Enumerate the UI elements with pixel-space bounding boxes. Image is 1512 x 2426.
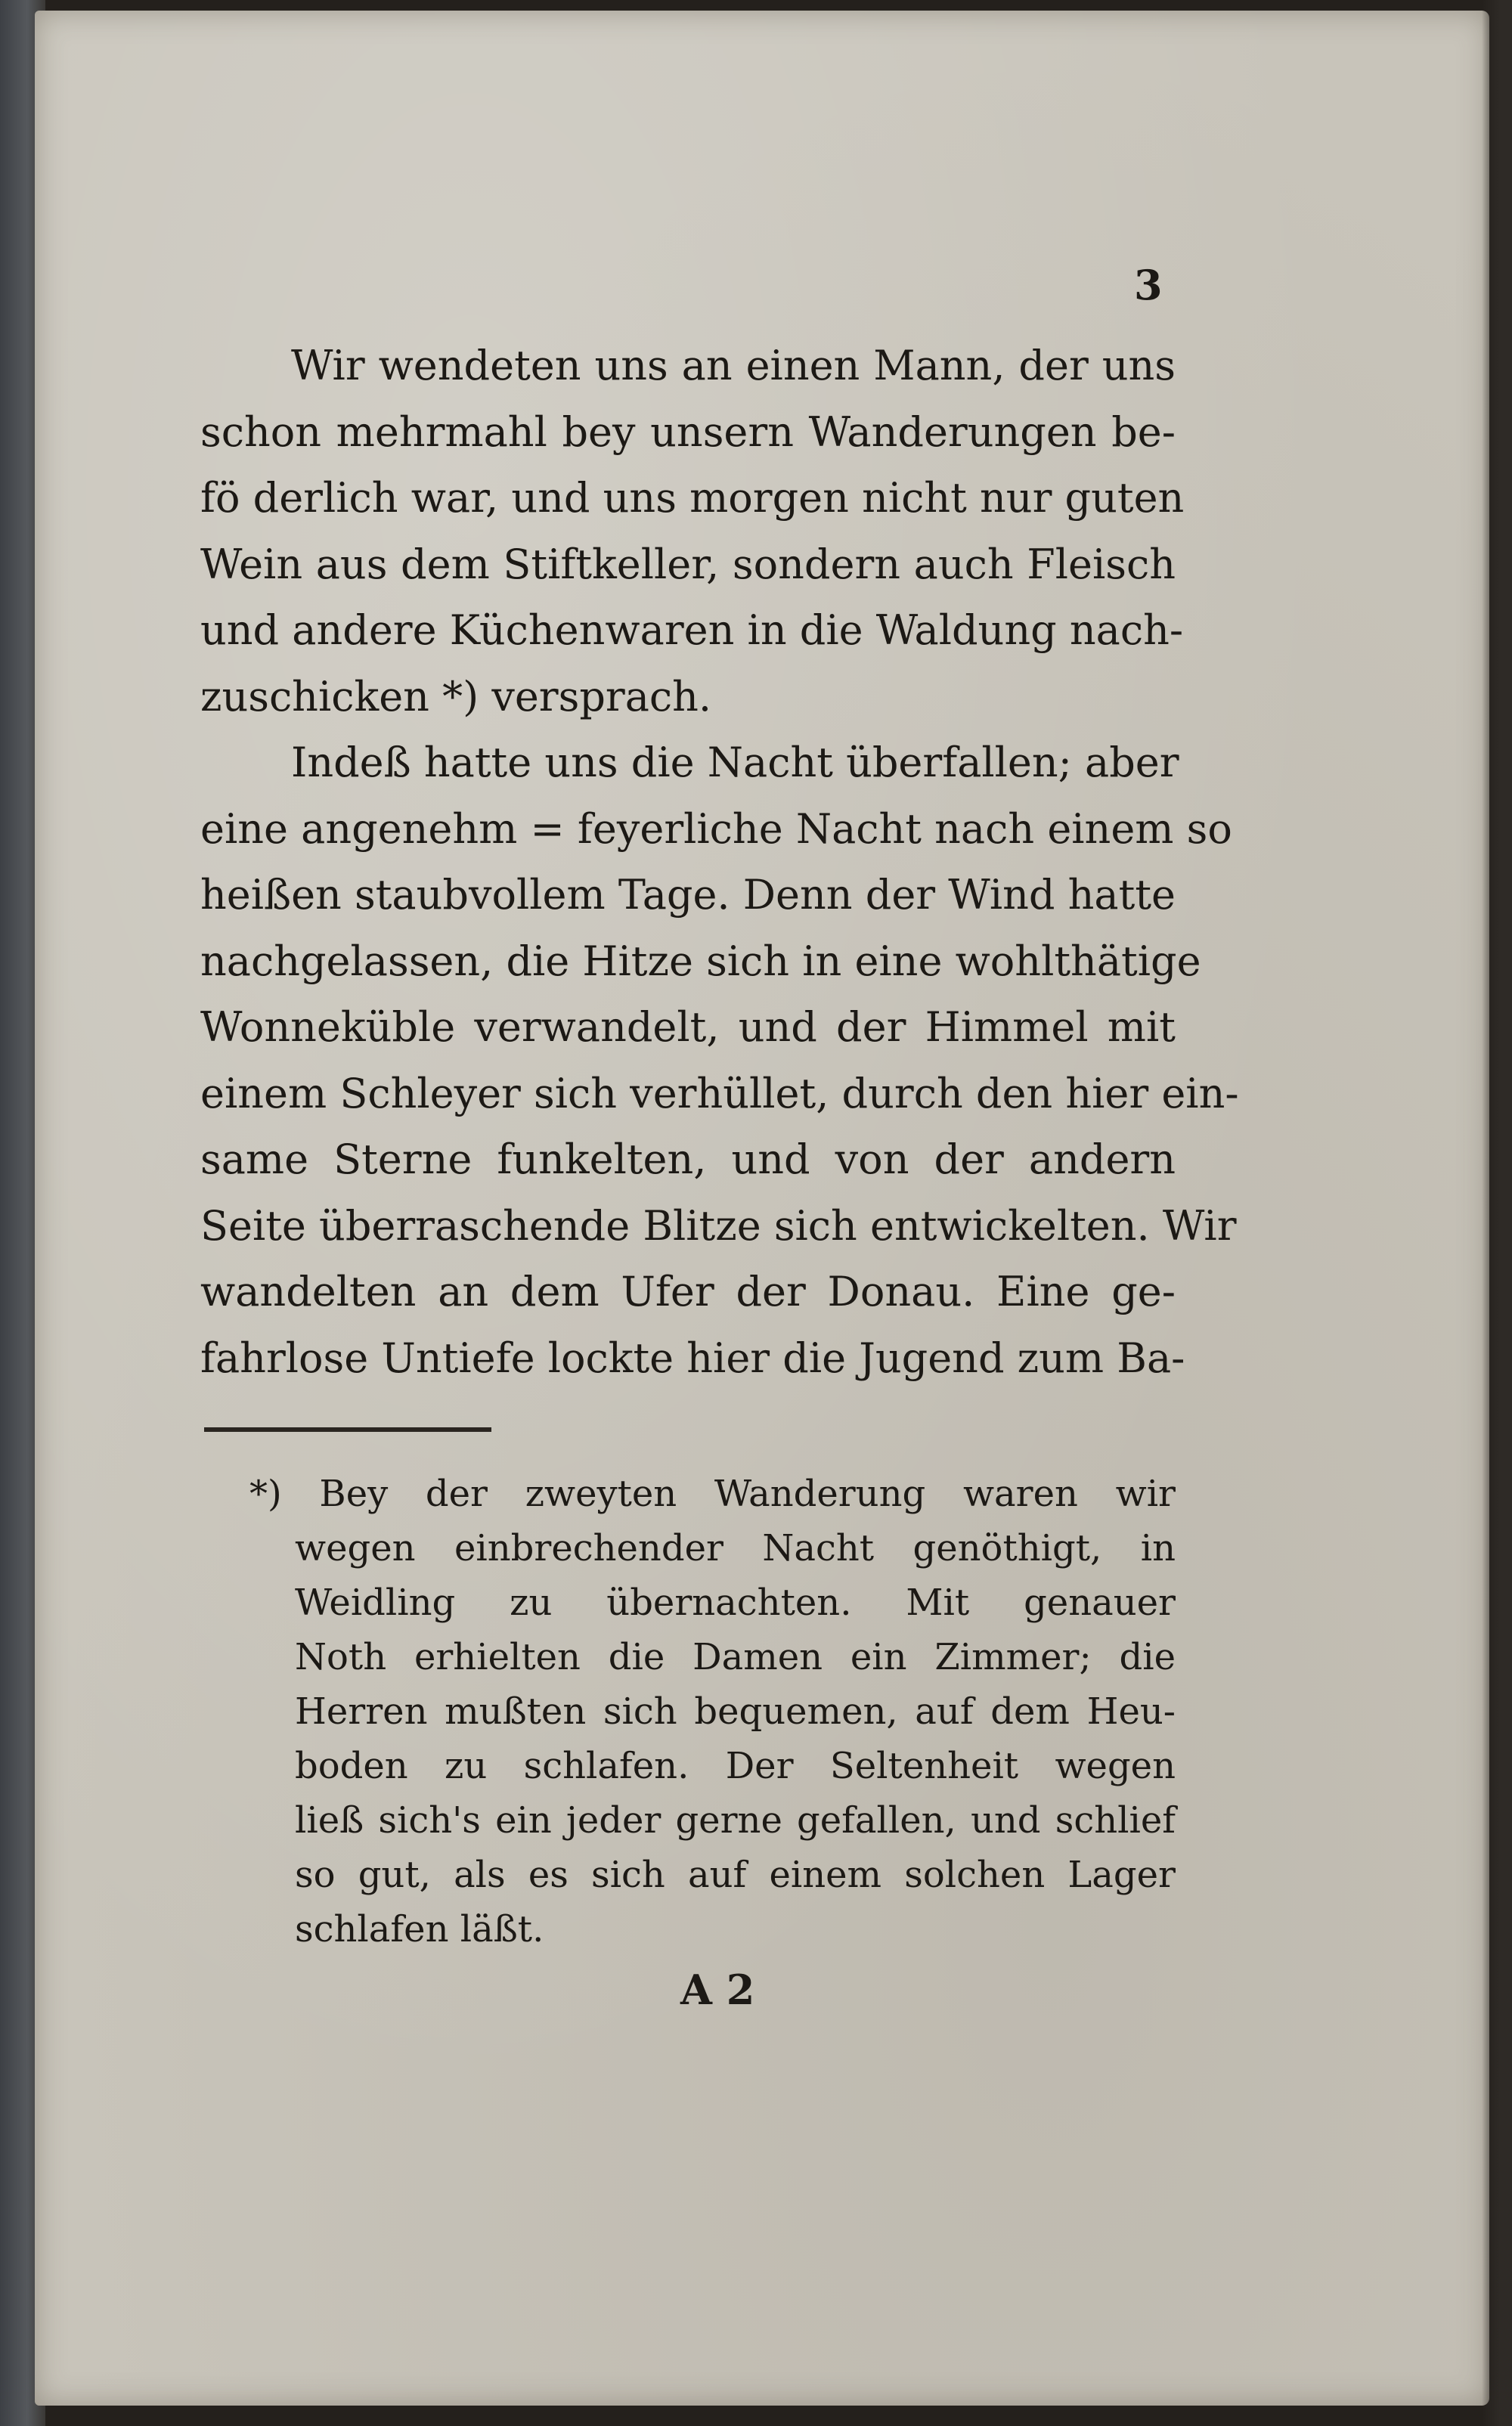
- body-line: wandelten an dem Ufer der Donau. Eine ge-: [200, 1268, 1176, 1315]
- body-line: Seite überraschende Blitze sich entwickelten. Wir: [200, 1201, 1237, 1250]
- footnote-line: ließ sich's ein jeder gerne gefallen, und schlief: [295, 1799, 1176, 1842]
- body-line: fahrlose Untiefe lockte hier die Jugend zum Ba-: [200, 1334, 1185, 1382]
- body-line: und andere Küchenwaren in die Waldung nach-: [200, 606, 1184, 654]
- body-line: einem Schleyer sich verhüllet, durch den hier ein-: [200, 1069, 1239, 1117]
- footnote-text: [249, 1467, 1176, 1957]
- body-line: Indeß hatte uns die Nacht überfallen; aber: [291, 739, 1179, 786]
- footnote-line: Weidling zu übernachten. Mit genauer: [295, 1582, 1176, 1624]
- body-line: fö derlich war, und uns morgen nicht nur guten: [200, 474, 1185, 522]
- body-line: Wein aus dem Stiftkeller, sondern auch Fleisch: [200, 540, 1176, 588]
- body-line: same Sterne funkelten, und von der andern: [200, 1136, 1176, 1183]
- body-line: heißen staubvollem Tage. Denn der Wind hatte: [200, 871, 1176, 919]
- footnote-line: Noth erhielten die Damen ein Zimmer; die: [295, 1636, 1176, 1678]
- footnote-line: boden zu schlafen. Der Seltenheit wegen: [295, 1745, 1176, 1787]
- body-text: [200, 333, 1239, 1391]
- body-line: Wir wendeten uns an einen Mann, der uns: [291, 342, 1176, 389]
- footnote-line: so gut, als es sich auf einem solchen Lager: [295, 1854, 1176, 1896]
- footnote-line: schlafen läßt.: [295, 1908, 544, 1950]
- footnote-rule: [204, 1427, 491, 1432]
- footnote-line: Herren mußten sich bequemen, auf dem Heu-: [295, 1690, 1176, 1733]
- page-number: 3: [1134, 261, 1163, 309]
- footnote-line: wegen einbrechender Nacht genöthigt, in: [295, 1527, 1176, 1569]
- body-line: Wonneküble verwandelt, und der Himmel mit: [200, 1003, 1176, 1051]
- body-line: zuschicken *) versprach.: [200, 672, 712, 720]
- footnote-line: *) Bey der zweyten Wanderung waren wir: [249, 1473, 1176, 1515]
- body-line: schon mehrmahl bey unsern Wanderungen be-: [200, 407, 1176, 456]
- body-line: eine angenehm = feyerliche Nacht nach einem so: [200, 804, 1232, 853]
- page-edge-shadow: [1482, 0, 1512, 2426]
- signature-mark: A 2: [680, 1966, 755, 2014]
- body-line: nachgelassen, die Hitze sich in eine wohlthätige: [200, 937, 1201, 985]
